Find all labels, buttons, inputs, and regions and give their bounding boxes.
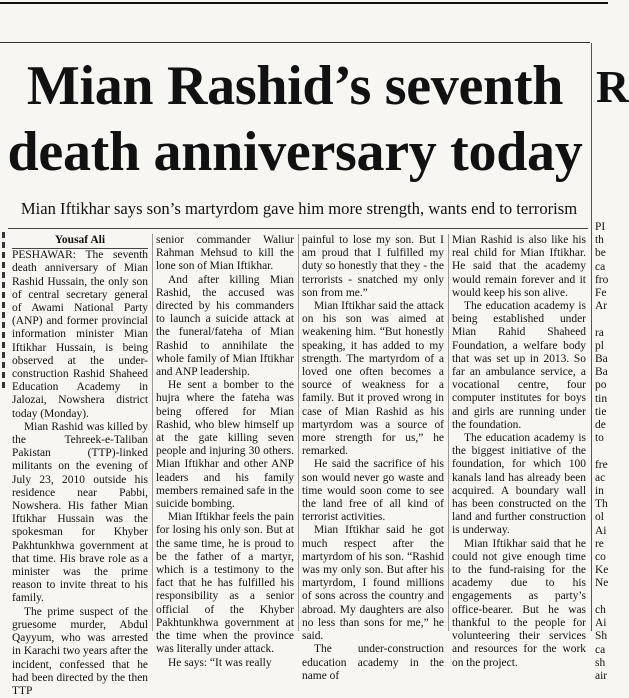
byline: Yousaf Ali [12, 234, 148, 249]
top-border-thin [0, 42, 590, 43]
paragraph: Mian Iftikhar said that he could not give enough time to the fund-raising for the academy due to his engagements as party’s office-bearer. But he was thankful to the people for volunteering their services and resources for the work on the project. [452, 537, 586, 669]
article-column-1 [12, 234, 148, 697]
paragraph: The under-construction education academy in the name of [302, 643, 444, 682]
paragraph: The education academy is the biggest initiative of the foundation, for which 100 kanals land has already been acquired. A boundary wall has been constructed on the land and further construction is underway. [452, 432, 586, 537]
adjacent-column-fragment: PI th be ca fro Fe Ar ra pl Ba Ba po tin tie de to fre ac in Th ol Ai re co Ke Ne ch Ai Sh ca sh air [595, 221, 609, 682]
paragraph: Mian Iftikhar said the attack on his son was aimed at weakening him. “But honestly speaking, it has added to my strength. The martyrdom of a loved one often becomes a source of weakness for a family. But it proved wrong in case of Mian Rashid as his martyrdom was a source of more strength for us,” he remarked. [302, 300, 444, 458]
paragraph: senior commander Waliur Rahman Mehsud to kill the lone son of Mian Iftikhar. [156, 234, 294, 273]
right-column-divider [591, 43, 592, 631]
article-column-2 [156, 234, 294, 669]
headline-line-1: Mian Rashid’s seventh [26, 55, 564, 117]
paragraph: Mian Iftikhar said he got much respect after the martyrdom of his son. “Rashid was my only son. But after his martyrdom, I found millions of sons across the country and abroad. My daughters are also no less than sons for me,” he said. [302, 524, 444, 643]
paragraph: PESHAWAR: The seventh death anniversary of Mian Rashid Hussain, the only son of central secretary general of Awami National Party (ANP) and former provincial information minister Mian Iftikhar Hussain, is being observed at the under-construction Rashid Shaheed Education Academy in Jalozai, Nowshera district today (Monday). [12, 249, 148, 420]
paragraph: He says: “It was really [168, 656, 272, 669]
adjacent-left-fragment [0, 228, 10, 631]
paragraph: Mian Rashid is also like his real child for Mian Iftikhar. He said that the academy would remain forever and it would keep his son alive. [452, 234, 586, 299]
column-divider [298, 234, 299, 631]
strapline-rule [8, 228, 588, 229]
column-divider [152, 234, 153, 631]
paragraph: Mian Rashid was killed by the Tehreek-e-Taliban Pakistan (TTP)-linked militants on the evening of July 23, 2010 outside his residence near Pabbi, Nowshera. His father Mian Iftikhar Hussain was the spokesman for Khyber Pakhtunkhwa government at that time. His brave role as a minister was the prime reason to invite threat to his family. [12, 420, 148, 605]
headline-line-2: death anniversary today [7, 121, 583, 183]
adjacent-headline-fragment: R [596, 61, 629, 112]
article-column-4 [452, 234, 586, 669]
top-border [0, 2, 608, 4]
article-column-3 [302, 234, 444, 682]
paragraph: He sent a bomber to the hujra where the fateha was being offered for Mian Rashid, who blew himself up at the gate killing seven people and injuring 30 others. Mian Iftikhar and other ANP leaders and his family members remained safe in the suicide bombing. [156, 379, 294, 511]
column-divider [448, 234, 449, 631]
paragraph: He said the sacrifice of his son would never go waste and time would soon come to see the land free of all kind of terrorist activities. [302, 458, 444, 524]
paragraph: Mian Iftikhar feels the pain for losing his only son. But at the same time, he is proud to be the father of a martyr, which is a testimony to the fact that he has fulfilled his responsibility as a senior official of the Khyber Pakhtunkhwa government at the time when the province was literally under attack. [156, 511, 294, 656]
paragraph: And after killing Mian Rashid, the accused was directed by his commanders to launch a suicide attack at the funeral/fateha of Mian Rashid to annihilate the whole family of Mian Iftikhar and ANP leadership. [156, 273, 294, 379]
paragraph: The prime suspect of the gruesome murder, Abdul Qayyum, who was arrested in Karachi two years after the incident, confessed that he had been directed by the then TTP [12, 605, 148, 697]
strapline: Mian Iftikhar says son’s martyrdom gave him more strength, wants end to terrorism [20, 199, 578, 218]
paragraph: painful to lose my son. But I am proud that I fulfilled my duty so honestly that they - the terrorists - snatched my only son from me.” [302, 234, 444, 299]
paragraph: The education academy is being established under Mian Rahid Shaheed Foundation, a welfare body that was set up in 2013. So far an ambulance service, a vocational centre, four computer institutes for boys and girls are running under the foundation. [452, 300, 586, 431]
